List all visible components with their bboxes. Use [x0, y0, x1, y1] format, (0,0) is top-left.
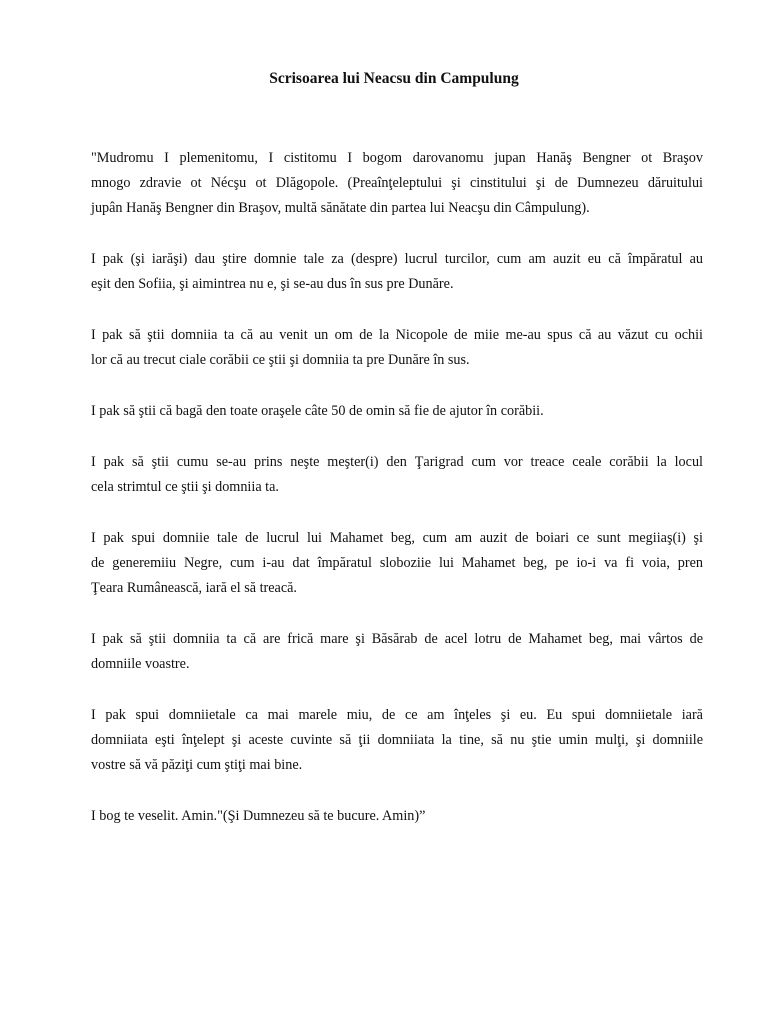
document-title: Scrisoarea lui Neacsu din Campulung	[269, 70, 519, 87]
text-line: de generemiiu Negre, cum i-au dat împăratul sloboziie lui Mahamet beg, pe io-i va fi voia, pren	[91, 555, 703, 571]
text-line: I pak spui domniie tale de lucrul lui Mahamet beg, cum am auzit de boiari ce sunt megiiaş(i) şi	[91, 530, 703, 546]
document-body	[91, 146, 703, 855]
text-line: I pak spui domniietale ca mai marele miu, de ce am înţeles şi eu. Eu spui domniietale iară	[91, 707, 703, 723]
paragraph	[91, 627, 703, 677]
text-line: domniiata eşti înţelept şi aceste cuvinte să ţii domniiata la tine, să nu ştie umin mulţi, şi domniile	[91, 732, 703, 748]
paragraph	[91, 703, 703, 778]
text-line: cela strimtul ce ştii şi domniia ta.	[91, 479, 279, 495]
text-line: jupân Hanăş Bengner din Braşov, multă sănătate din partea lui Neacşu din Câmpulung).	[91, 200, 590, 216]
text-line: I pak (şi iarăşi) dau ştire domnie tale za (despre) lucrul turcilor, cum am auzit eu că împăratul au	[91, 251, 703, 267]
paragraph	[91, 526, 703, 601]
text-line: vostre să vă păziţi cum ştiţi mai bine.	[91, 757, 303, 773]
paragraph	[91, 323, 703, 373]
text-line: I pak să ştii că bagă den toate oraşele câte 50 de omin să fie de ajutor în corăbii.	[91, 403, 544, 419]
text-line: Ţeara Rumânească, iară el să treacă.	[91, 580, 297, 596]
paragraph	[91, 804, 703, 829]
text-line: I bog te veselit. Amin."(Şi Dumnezeu să te bucure. Amin)”	[91, 808, 426, 824]
text-line: "Mudromu I plemenitomu, I cistitomu I bogom darovanomu jupan Hanăş Bengner ot Braşov	[91, 150, 703, 166]
text-line: domniile voastre.	[91, 656, 190, 672]
text-line: mnogo zdravie ot Nécşu ot Dlăgopole. (Preaînţeleptului şi cinstitului şi de Dumnezeu dăruitului	[91, 175, 703, 191]
text-line: I pak să ştii cumu se-au prins neşte meşter(i) den Ţarigrad cum vor treace ceale corăbii la locul	[91, 454, 703, 470]
text-line: I pak să ştii domniia ta că au venit un om de la Nicopole de miie me-au spus că au văzut cu ochii	[91, 327, 703, 343]
paragraph	[91, 247, 703, 297]
text-line: eşit den Sofiia, şi aimintrea nu e, şi se-au dus în sus pre Dunăre.	[91, 276, 454, 292]
text-line: lor că au trecut ciale corăbii ce ştii şi domniia ta pre Dunăre în sus.	[91, 352, 470, 368]
paragraph	[91, 399, 703, 424]
paragraph	[91, 146, 703, 221]
text-line: I pak să ştii domniia ta că are frică mare şi Băsărab de acel lotru de Mahamet beg, mai vârtos de	[91, 631, 703, 647]
paragraph	[91, 450, 703, 500]
